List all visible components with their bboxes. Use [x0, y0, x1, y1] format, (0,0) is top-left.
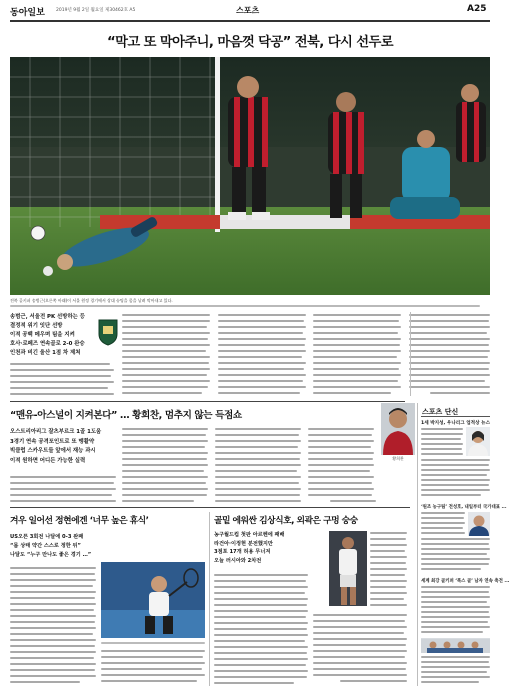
group-photo — [421, 639, 490, 653]
player-portrait — [381, 403, 415, 455]
third-right-subheads — [214, 531, 324, 565]
main-photo — [10, 57, 490, 295]
page-number: A25 — [467, 4, 487, 14]
subhead-line: US오픈 3회전 나달에 0-3 완패 — [10, 534, 84, 540]
newspaper-logo: 동아일보 — [10, 8, 45, 18]
sidebar-photo — [466, 427, 490, 456]
soccer-photo — [10, 57, 490, 295]
subhead-line: 3점포 17개 허용 무너져 — [214, 549, 271, 556]
main-headline: “막고 또 막아주니, 마음껏 닥공” 전북, 다시 선두로 — [106, 35, 394, 50]
main-col1-subheads — [10, 313, 95, 358]
subhead-line: 송범근, 서울전 PK 선방하는 등 — [10, 314, 85, 320]
subhead-line: 이적 원하면 어디든 가능한 실력 — [10, 457, 86, 464]
sidebar-divider — [410, 312, 411, 396]
third-left-headline: 겨우 일어선 정현에겐 ‘너무 높은 휴식’ — [10, 516, 149, 526]
sidebar-title: 스포츠 단신 — [422, 408, 459, 416]
sidebar-divider — [417, 403, 418, 686]
story-divider — [209, 512, 210, 686]
basketball-photo — [329, 531, 367, 606]
sidebar-photo — [421, 638, 490, 652]
subhead-line: 오늘 러시아와 2차전 — [214, 557, 262, 564]
dateline: 2019년 9월 2일 월요일 제30462호 A5 — [56, 8, 136, 13]
section-divider — [10, 401, 405, 402]
basketball-player-image — [329, 531, 367, 606]
sidebar-photo — [468, 512, 490, 536]
masthead — [0, 0, 500, 20]
photo-caption: 전북 골키퍼 송범근(오른쪽 아래)이 서울 원정 경기에서 상대 슈팅을 몸을 날려 막아내고 있다. — [10, 298, 173, 303]
subhead-line: 이적 공백 메우며 팀을 지켜 — [10, 332, 75, 338]
masthead-rule — [10, 20, 490, 22]
third-right-headline: 골밑 에워싼 김상식호, 외곽은 구멍 숭숭 — [214, 516, 358, 526]
person-portrait — [466, 427, 490, 456]
sidebar-title-rule — [421, 416, 490, 417]
sidebar-item-title: 세계 최강 골키퍼 ‘폭스 골’ 남자 연속 축전 ... — [421, 579, 509, 584]
subhead-line: 라건아·이정현 분전했지만 — [214, 540, 273, 547]
subhead-line: 결정적 위기 잇단 선방 — [10, 323, 63, 329]
subhead-line: 빅클럽 스카우트들 앞에서 재능 과시 — [10, 448, 96, 454]
subhead-line: “몸 상태 약간 스스로 정한 뒤” — [10, 543, 81, 549]
subhead-line: 오스트리아리그 잘츠부르크 1골 1도움 — [10, 429, 102, 435]
subhead-line: 인천과 비긴 울산 1점 차 제쳐 — [10, 350, 81, 356]
second-subheads — [10, 428, 122, 466]
caption-line — [10, 305, 480, 307]
subhead-line: 3경기 연속 공격포인트로 또 맹활약 — [10, 438, 95, 445]
sidebar-item-title: 1세 박지성, 우나리그 업적상 뉴스 — [421, 421, 491, 426]
section-name: 스포츠 — [236, 6, 260, 15]
subhead-line: 농구월드컵 첫판 아르헨에 패배 — [214, 532, 285, 538]
photo-caption-line — [101, 642, 205, 644]
subhead-line: 나달도 “누구 만나도 좋은 경기 …” — [10, 552, 92, 558]
sidebar-item-title: ‘원조 농구팀’ 전성호, 내일부터 국가대표 ... — [421, 505, 507, 510]
profile-photo — [381, 403, 415, 455]
tennis-player-image — [101, 562, 205, 638]
team-emblem — [97, 318, 119, 346]
profile-caption: 황희찬 — [392, 456, 404, 461]
third-left-subheads — [10, 533, 205, 560]
tennis-photo — [101, 562, 205, 638]
second-headline: “맨유-아스널이 지켜본다” … 황희찬, 멈추지 않는 득점쇼 — [10, 410, 242, 421]
subhead-line: 호사·로페즈 연속골로 2-0 완승 — [10, 341, 85, 347]
shield-icon — [97, 318, 119, 346]
coach-portrait — [468, 512, 490, 536]
section-divider — [10, 507, 410, 508]
